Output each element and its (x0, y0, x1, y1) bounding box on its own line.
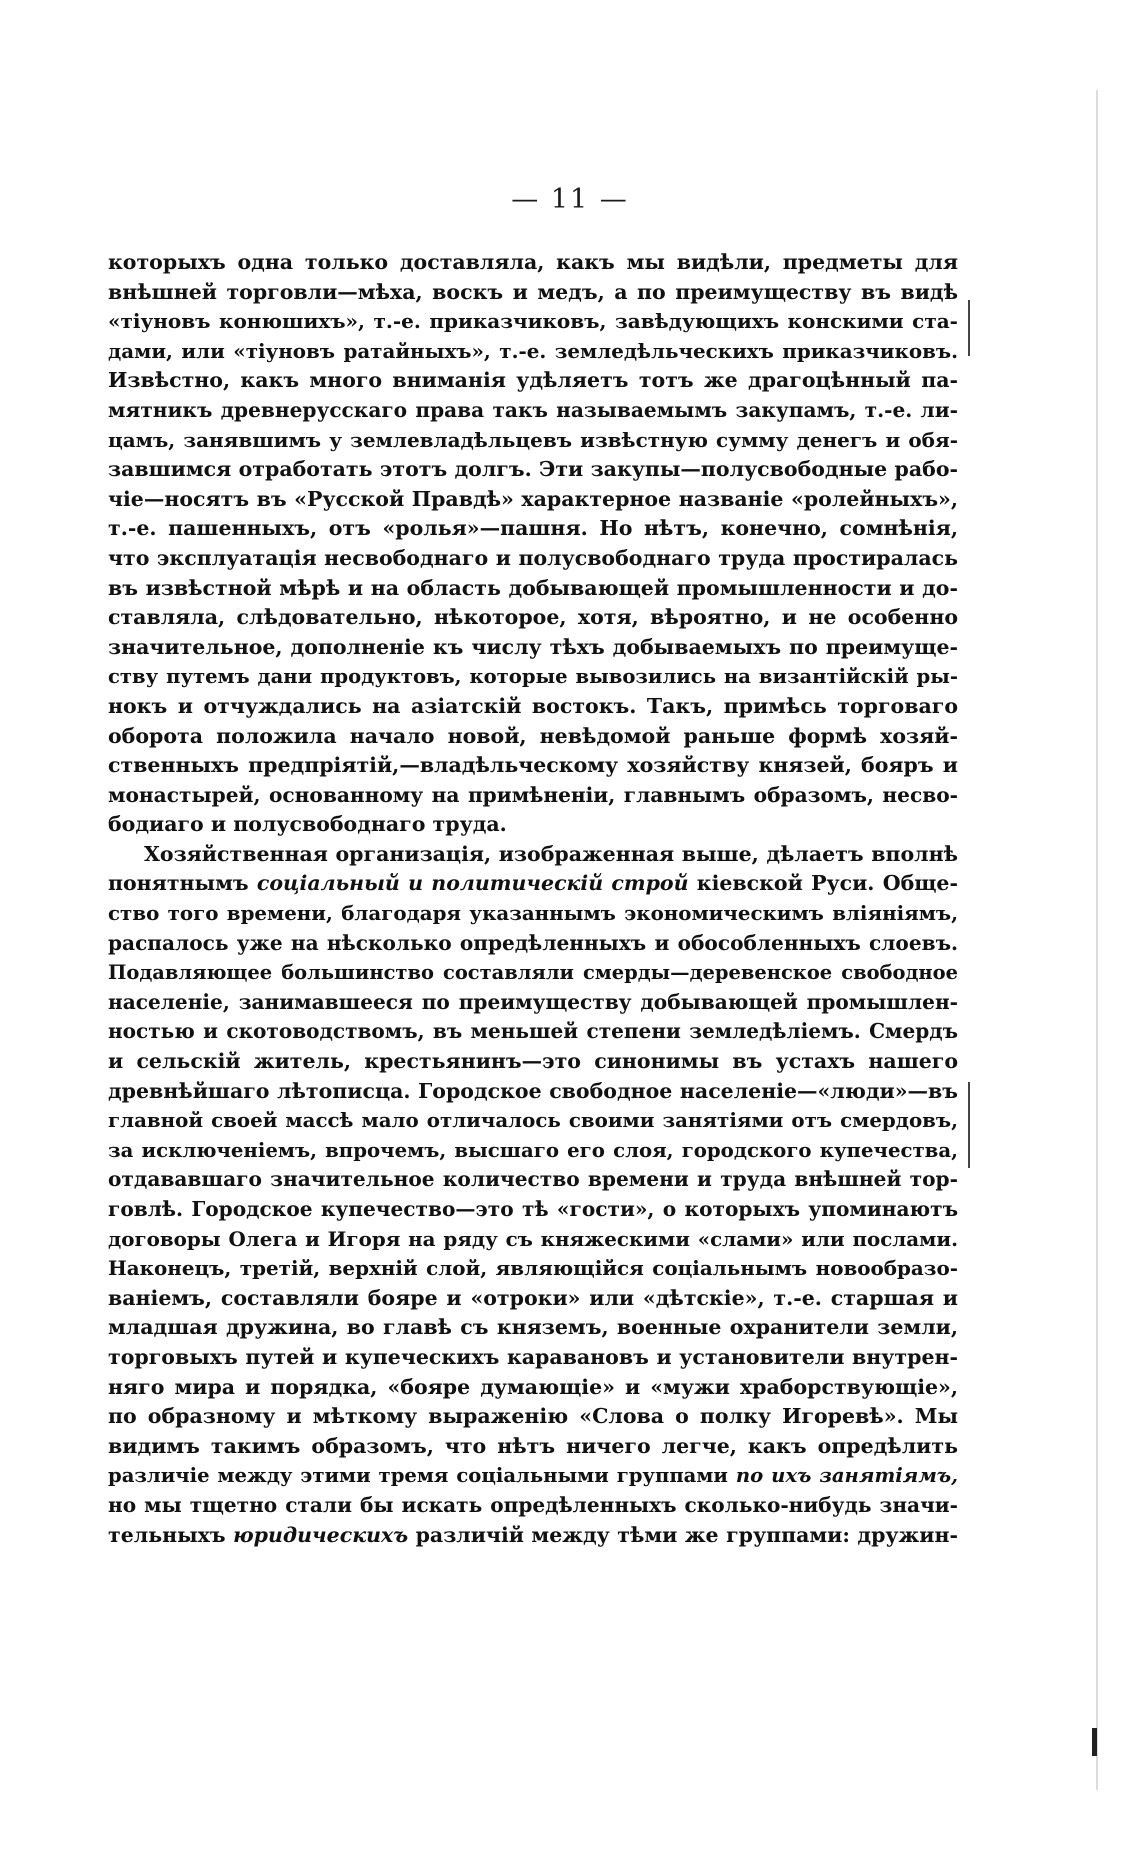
text-line: значительное, дополненіе къ числу тѣхъ добываемыхъ по преимуще- (108, 634, 958, 659)
text-line: и сельскій житель, крестьянинъ—это синонимы въ устахъ нашего (108, 1049, 958, 1074)
text-line: Хозяйственная организація, изображенная выше, дѣлаетъ вполнѣ (144, 841, 958, 866)
text-line: видимъ такимъ образомъ, что нѣтъ ничего легче, какъ опредѣлить (108, 1433, 958, 1458)
text-line: ностью и скотоводствомъ, въ меньшей степени земледѣліемъ. Смердъ (108, 1019, 958, 1044)
text-line: оборота положила начало новой, невѣдомой раньше формѣ хозяй- (108, 723, 958, 748)
text-line: бодиаго и полусвободнаго труда. (108, 812, 507, 837)
text-line: но мы тщетно стали бы искать опредѣленныхъ сколько-нибудь значи- (108, 1492, 958, 1517)
text-line: младшая дружина, во главѣ съ княземъ, военные охранители земли, (108, 1315, 958, 1340)
text-line-segment: кіевской Руси. Обще- (688, 871, 958, 896)
text-line: ственныхъ предпріятій,—владѣльческому хозяйству князей, бояръ и (108, 753, 958, 778)
text-line: няго мира и порядка, «бояре думающіе» и «мужи храборствующіе», (108, 1374, 958, 1399)
margin-mark-upper (968, 300, 970, 356)
text-line: торговыхъ путей и купеческихъ каравановъ и установители внутрен- (108, 1344, 958, 1369)
text-line: монастырей, основанному на примѣненіи, главнымъ образомъ, несво- (108, 782, 958, 807)
text-line: ству путемъ дани продуктовъ, которые вывозились на византійскій ры- (108, 665, 958, 689)
text-line: внѣшней торговли—мѣха, воскъ и медъ, а по преимуществу въ видѣ (108, 279, 958, 304)
text-line-segment: тельныхъ (108, 1522, 234, 1547)
text-line: т.-е. пашенныхъ, отъ «ролья»—пашня. Но нѣтъ, конечно, сомнѣнія, (108, 516, 958, 541)
page-number: — 11 — (511, 184, 629, 215)
text-line: Наконецъ, третій, верхній слой, являющійся соціальнымъ новообразо- (108, 1256, 958, 1281)
text-line: ставляла, слѣдовательно, нѣкоторое, хотя, вѣроятно, и не особенно (108, 605, 958, 630)
text-line: распалось уже на нѣсколько опредѣленныхъ и обособленныхъ слоевъ. (108, 930, 958, 955)
text-line: ваніемъ, составляли бояре и «отроки» или «дѣтскіе», т.-е. старшая и (108, 1285, 958, 1310)
text-line: мятникъ древнерусскаго права такъ называемымъ закупамъ, т.-е. ли- (108, 397, 958, 422)
text-line (108, 1461, 958, 1491)
text-line: договоры Олега и Игоря на ряду съ княжескими «слами» или послами. (108, 1226, 958, 1251)
margin-mark-lower (1092, 1728, 1097, 1756)
text-line: чіе—носятъ въ «Русской Правдѣ» характерное названіе «ролейныхъ», (108, 486, 958, 511)
text-line-segment: понятнымъ (108, 871, 257, 896)
text-line (108, 869, 958, 899)
text-line: говлѣ. Городское купечество—это тѣ «гости», о которыхъ упоминаютъ (108, 1197, 958, 1221)
text-line: по образному и мѣткому выраженію «Слова о полку Игоревѣ». Мы (108, 1404, 958, 1429)
text-line: главной своей массѣ мало отличалось своими занятіями отъ смердовъ, (108, 1108, 958, 1133)
text-line: что эксплуатація несвободнаго и полусвободнаго труда простиралась (108, 545, 958, 570)
scan-edge-line (1096, 90, 1098, 1790)
text-line-segment: различій между тѣми же группами: дружин- (408, 1522, 958, 1547)
text-line: завшимся отработать этотъ долгъ. Эти закупы—полусвободные рабо- (108, 457, 958, 482)
text-line: за исключеніемъ, впрочемъ, высшаго его слоя, городского купечества, (108, 1137, 958, 1162)
text-line-segment: различіе между этими тремя соціальными группами (108, 1464, 736, 1488)
text-line: Подавляющее большинство составляли смерды—деревенское свободное (108, 961, 958, 985)
italic-emphasis: юридическихъ (233, 1522, 409, 1547)
text-line (108, 1521, 958, 1551)
text-line: «тіуновъ конюшихъ», т.-е. приказчиковъ, завѣдующихъ конскими ста- (108, 309, 958, 334)
italic-emphasis: соціальный и политическій строй (256, 871, 689, 896)
text-line: древнѣйшаго лѣтописца. Городское свободное населеніе—«люди»—въ (108, 1078, 958, 1103)
margin-mark-middle (968, 1082, 970, 1168)
text-line: цамъ, занявшимъ у землевладѣльцевъ извѣстную сумму денегъ и обя- (108, 427, 958, 452)
body-text (108, 248, 958, 1550)
text-line: населеніе, занимавшееся по преимуществу добывающей промышлен- (108, 989, 958, 1014)
text-line: нокъ и отчуждались на азіатскій востокъ. Такъ, примѣсь торговаго (108, 693, 958, 718)
italic-emphasis: по ихъ занятіямъ, (735, 1464, 958, 1488)
text-line: ство того времени, благодаря указаннымъ экономическимъ вліяніямъ, (108, 901, 958, 926)
text-line: въ извѣстной мѣрѣ и на область добывающей промышленности и до- (108, 575, 958, 600)
text-line: отдававшаго значительное количество времени и труда внѣшней тор- (108, 1167, 958, 1192)
text-line: дами, или «тіуновъ ратайныхъ», т.-е. земледѣльческихъ приказчиковъ. (108, 338, 958, 363)
text-line: которыхъ одна только доставляла, какъ мы видѣли, предметы для (108, 250, 958, 274)
text-line: Извѣстно, какъ много вниманія удѣляетъ тотъ же драгоцѣнный па- (108, 368, 958, 393)
